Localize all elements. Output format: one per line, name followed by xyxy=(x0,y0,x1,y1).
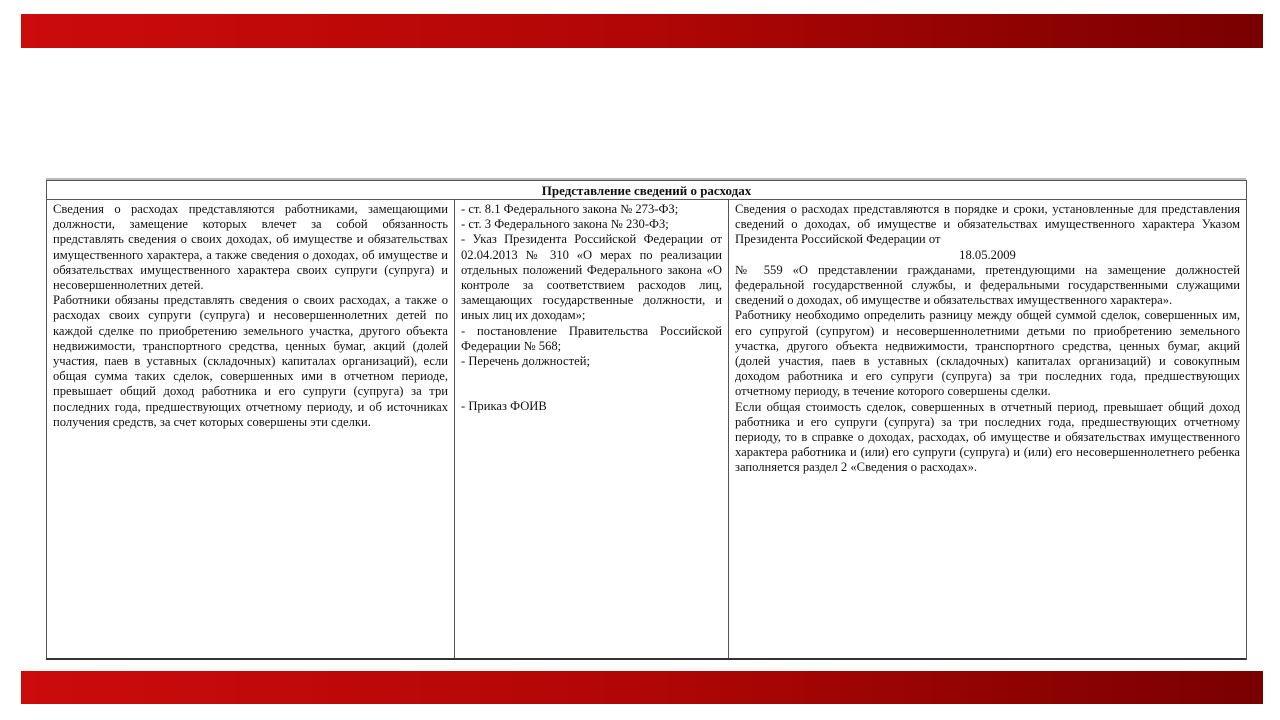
bottom-banner xyxy=(21,671,1263,704)
legal-item: - Указ Президента Российской Федерации от 02.04.2013 № 310 «О мерах по реализации отдельных положений Федерального закона «О контроле за соответствием расходов лиц, замещающих государственные должности, и иных лиц их доходам»; xyxy=(461,232,722,323)
cell-procedure xyxy=(729,200,1247,660)
decree-date: 18.05.2009 xyxy=(959,247,1016,262)
spacer xyxy=(461,369,722,399)
col3-paragraph: Сведения о расходах представляются в порядке и сроки, установленные для представления сведений о доходах, об имуществе и обязательствах имущественного характера Указом Президента Российской Федерации от xyxy=(735,202,1241,247)
table-bottom-edge xyxy=(46,658,1246,660)
legal-item: - Приказ ФОИВ xyxy=(461,399,547,414)
table-header: Представление сведений о расходах xyxy=(47,181,1247,200)
col3-paragraph: № 559 «О представлении гражданами, претендующими на замещение должностей федеральной государственной службы, и федеральными государственными служащими сведений о доходах, об имуществе и обязательствах имущественного характера». xyxy=(735,262,1241,308)
legal-item: - ст. 3 Федерального закона № 230-ФЗ; xyxy=(461,217,669,232)
col1-paragraph: Работники обязаны представлять сведения о своих расходах, а также о расходах своих супруги (супруга) и несовершеннолетних детей по каждой сделке по приобретению земельного участка, другого объекта недвижимости, транспортного средства, ценных бумаг, акций (долей участия, паев в уставных (складочных) капиталах организаций), если общая сумма таких сделок, совершенных ими в отчетном периоде, превышает общий доход работника и его супруги (супруга) за три последних года, предшествующих отчетному периоду, и об источниках получения средств, за счет которых совершены эти сделки. xyxy=(53,293,448,429)
cell-who-submits xyxy=(47,200,455,660)
legal-item: - Перечень должностей; xyxy=(461,354,590,369)
col3-paragraph: Работнику необходимо определить разницу между общей суммой сделок, совершенных им, его супругой (супругом) и несовершеннолетними детьми по приобретению земельного участка, другого объекта недвижимости, транспортного средства, ценных бумаг, акций (долей участия, паев в уставных (складочных) капиталах организаций) и совокупным доходом работника и его супруги (супруга) за три последних года, предшествующих отчетному периоду, в течение которого совершены сделки. xyxy=(735,308,1241,399)
legal-item: - ст. 8.1 Федерального закона № 273-ФЗ; xyxy=(461,202,679,216)
table-top-edge xyxy=(46,178,1246,180)
col1-paragraph: Сведения о расходах представляются работниками, замещающими должности, замещение которых влечет за собой обязанность представлять сведения о своих доходах, об имуществе и обязательствах имущественного характера, а также сведения о доходах, об имуществе и обязательствах имущественного характера своих супруги (супруга) и несовершеннолетних детей. xyxy=(53,202,448,293)
legal-item: - постановление Правительства Российской Федерации № 568; xyxy=(461,323,722,353)
cell-legal-basis xyxy=(455,200,729,660)
col3-paragraph: Если общая стоимость сделок, совершенных в отчетный период, превышает общий доход работника и его супруги (супруга) за три последних года, предшествующих отчетному периоду, то в справке о доходах, расходах, об имуществе и обязательствах имущественного характера работника и (или) его супруги (супруга) и (или) его несовершеннолетнего ребенка заполняется раздел 2 «Сведения о расходах». xyxy=(735,399,1241,475)
top-banner xyxy=(21,14,1263,48)
expenses-table xyxy=(46,180,1247,660)
